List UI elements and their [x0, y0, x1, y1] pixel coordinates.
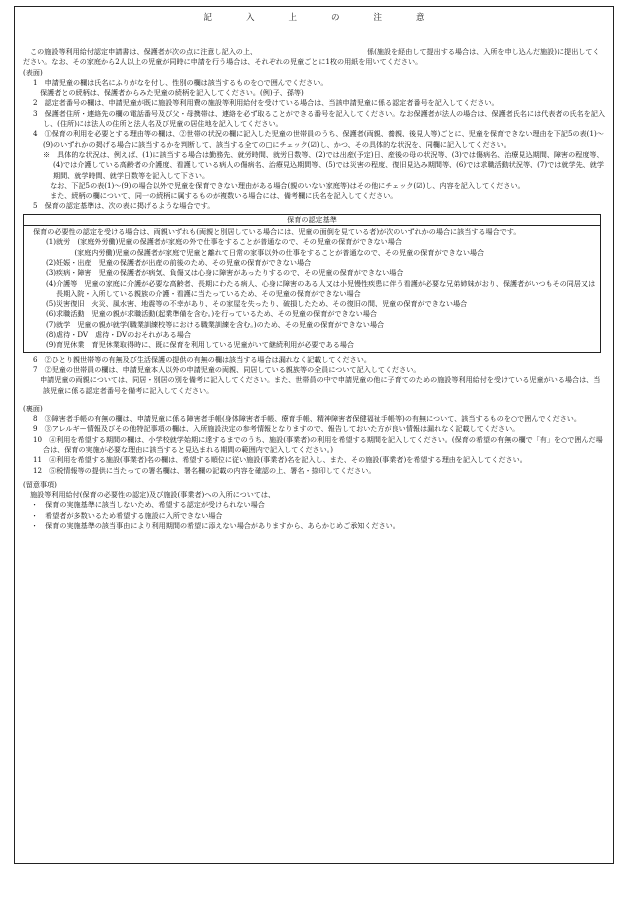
- criteria-row: (4)介護等 児童の家庭に介護が必要な高齢者、長期にわたる病人、心身に障害のある人又は小児慢性疾患に伴う看護が必要な兄弟姉妹がおり、保護者がいつもその同居又は長期入院・入所している親族の介護・看護に当たっているため、その児童の保育ができない場合: [46, 278, 596, 298]
- intro-text: この施設等利用給付認定申請書は、保護者が次の点に注意し記入の上、 係(施設を経由して提出する場合は、入所を申し込んだ施設)に提出してください。なお、その家庭から2人以上の児童が同時に申請を行う場合は、それぞれの児童ごとに1枚の用紙を用いてください。: [23, 47, 600, 67]
- item-4-relation: また、続柄の欄について、同一の続柄に属するものが複数いる場合には、備考欄に氏名を記入してください。: [43, 191, 398, 201]
- item-7: 7 ②児童の世帯員の欄は、申請児童本人以外の申請児童の両親、同居している親族等の全員について記入してください。: [33, 364, 421, 374]
- criteria-row: (3)疾病・障害 児童の保護者が病気、負傷又は心身に障害があったりするので、その児童の保育ができない場合: [46, 268, 404, 278]
- notes-item: ・ 保育の実施基準の該当事由により利用期間の希望に添えない場合がありますから、あらかじめご承知ください。: [31, 521, 400, 531]
- item-9: 9 ③アレルギー情報及びその他特記事項の欄は、入所施設決定の参考情報となりますので、報告しておいた方が良い情報は漏れなく記載してください。: [33, 424, 520, 434]
- item-4-other: なお、下記5の表(1)～(9)の場合以外で児童を保育できない理由がある場合(親のいない家庭等)はその他にチェック(☑)し、内容を記入してください。: [43, 180, 525, 190]
- criteria-row: (5)災害復旧 火災、風水害、地震等の不幸があり、その家屋を失ったり、破損したため、その復旧の間、児童の保育ができない場合: [46, 299, 468, 309]
- front-label: (表面): [23, 67, 43, 77]
- criteria-row: (8)虐待・DV 虐待・DVのおそれがある場合: [46, 330, 191, 340]
- item-7-sub: 申請児童の両親については、同居・別居の別を備考に記入してください。また、世帯員の中で申請児童の他に子育てのための施設等利用給付を受けている児童がいる場合は、当該児童に係る認定者番号を備考に記入してください。: [33, 375, 601, 395]
- item-3: 3 保護者住所・連絡先の欄の電話番号及び父・母携帯は、連絡を必ず取ることができる番号を記入してください。なお保護者が法人の場合は、保護者氏名には代表者の氏名を記入し、(住所)には法人の住所と法人名及び児童の居住地を記入してください。: [33, 108, 606, 129]
- criteria-row: (2)妊娠・出産 児童の保護者が出産の前後のため、その児童の保育ができない場合: [46, 257, 312, 267]
- notes-frame: [14, 6, 614, 864]
- item-11: 11 ④利用を希望する施設(事業者)名の欄は、希望する順位に従い施設(事業者)名を記入し、また、その施設(事業者)を希望する理由を記入してください。: [33, 455, 527, 465]
- item-10: 10 ④利用を希望する期間の欄は、小学校就学始期に達するまでのうち、施設(事業者)の利用を希望する期間を記入してください。(保育の希望の有無の欄で「有」を○で囲んだ場合は、保育の実施が必要な理由に該当すると見込まれる期間の範囲内で記入してください。): [33, 434, 603, 454]
- item-5: 5 保育の認定基準は、次の表に掲げるような場合です。: [33, 201, 215, 211]
- item-4: 4 ①保育の利用を必要とする理由等の欄は、②世帯の状況の欄に記入した児童の世帯員のうち、保護者(両親、養親、後見人等)ごとに、児童を保育できない理由を下記5の表(1)～(9)のいずれかの掲げる場合に該当するかを判断して、該当する全ての□にチェック(☑)し、かつ、その具体的な状況を、同欄に記入してください。: [33, 129, 604, 149]
- page-title: 記 入 上 の 注 意: [203, 13, 425, 23]
- criteria-table: [23, 214, 601, 353]
- criteria-row: (家庭内労働)児童の保護者が家庭で児童と離れて日常の家事以外の仕事をすることが普通なので、その児童の保育ができない場合: [46, 247, 485, 257]
- item-4-note: ※ 具体的な状況は、例えば、(1)に該当する場合は勤務先、就労時間、就労日数等、(2)では出産(予定)日、産後の母の状況等、(3)では傷病名、治療見込期間、障害の程度等、(4)では介護している高齢者の介護度、看護している病人の傷病名、治療見込期間等、(5)では災害の程度、復旧見込み期間等、(6)では求職活動状況等、(7)では就学先、就学期間、就学時間、就学日数等を記入して下さい。: [43, 149, 604, 180]
- notes-lead: 施設等利用給付(保育の必要性の認定)及び施設(事業者)への入所については、: [23, 490, 276, 500]
- notes-item: ・ 保育の実施基準に該当しないため、希望する認定が受けられない場合: [31, 500, 265, 510]
- item-2: 2 認定者番号の欄は、申請児童が既に施設等利用費の施設等利用給付を受けている場合は、当該申請児童に係る認定者番号を記入してください。: [33, 98, 499, 108]
- notes-content: [23, 47, 605, 531]
- notes-item: ・ 希望者が多数いるため希望する施設に入所できない場合: [31, 510, 223, 520]
- criteria-lead: 保育の必要性の認定を受ける場合は、両親いずれも(両親と別居している場合には、児童の面倒を見ている者)が次のいずれかの場合に該当する場合です。: [26, 227, 521, 237]
- item-12: 12 ⑤税情報等の提供に当たっての署名欄は、署名欄の記載の内容を確認の上、署名・捺印してください。: [33, 465, 376, 475]
- criteria-table-title: 保育の認定基準: [24, 215, 600, 226]
- criteria-row: (9)育児休業 育児休業取得時に、既に保育を利用している児童がいて継続利用が必要である場合: [46, 340, 354, 350]
- criteria-row: (1)就労 (家庭外労働)児童の保護者が家庭の外で仕事をすることが普通なので、その児童の保育ができない場合: [46, 237, 402, 247]
- item-1: 1 申請児童の欄は氏名にふりがなを付し、性別の欄は該当するものを○で囲んでください。: [33, 77, 328, 87]
- criteria-row: (7)就学 児童の親が就学(職業訓練校等における職業訓練を含む。)のため、その児童の保育ができない場合: [46, 319, 385, 329]
- back-label: (裏面): [23, 403, 43, 413]
- item-6: 6 ②ひとり親世帯等の有無及び生活保護の提供の有無の欄は該当する場合は漏れなく記載してください。: [33, 354, 371, 364]
- item-1-sub: 保護者との続柄は、保護者からみた児童の続柄を記入してください。(例)子、孫等): [33, 88, 304, 98]
- item-8: 8 ③障害者手帳の有無の欄は、申請児童に係る障害者手帳(身体障害者手帳、療育手帳、精神障害者保健福祉手帳等)の有無について、該当するものを○で囲んでください。: [33, 414, 581, 424]
- criteria-row: (6)求職活動 児童の親が求職活動(起業準備を含む。)を行っているため、その児童の保育ができない場合: [46, 309, 377, 319]
- notes-label: (留意事項): [23, 479, 57, 489]
